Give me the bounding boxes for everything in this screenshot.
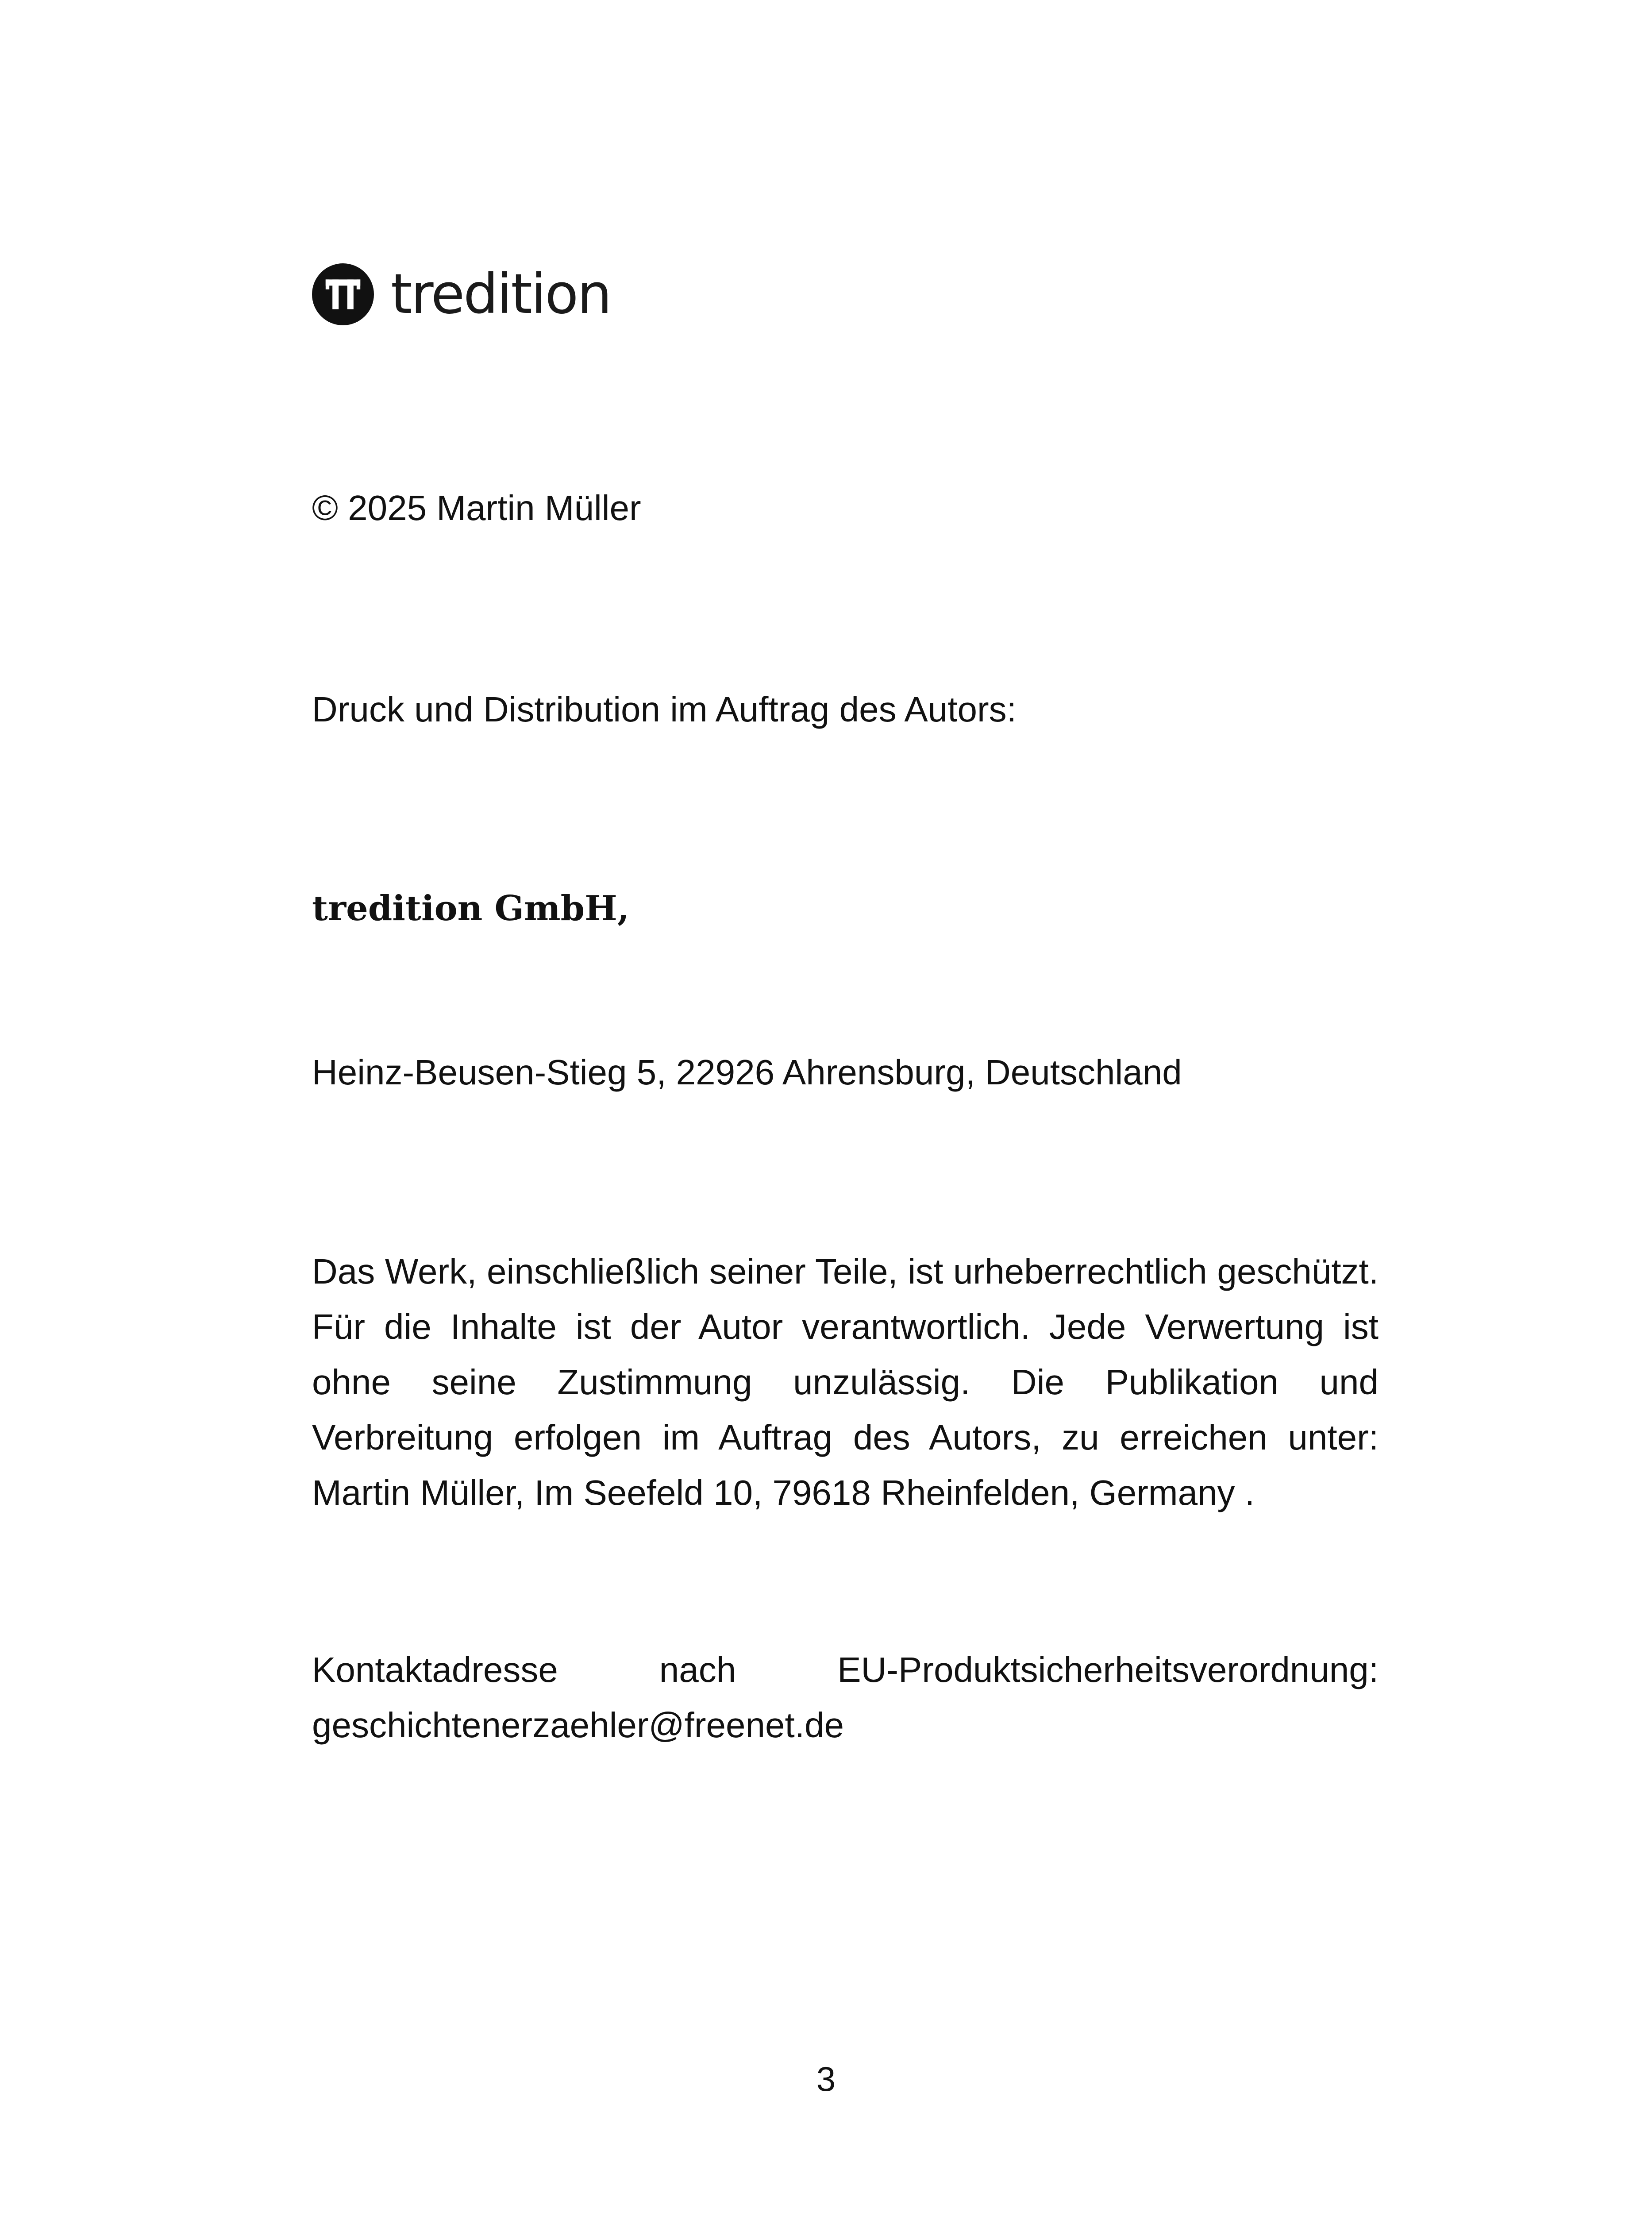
- publisher-name: tredition GmbH,: [312, 888, 630, 929]
- publisher-logo: [312, 261, 611, 328]
- contact-label: Kontaktadresse nach EU-Produktsicherheitsverordnung:: [312, 1650, 1379, 1689]
- contact-email: geschichtenerzaehler@freenet.de: [312, 1705, 844, 1745]
- logo-wordmark: tredition: [391, 262, 611, 326]
- tredition-logo-icon: [312, 263, 374, 325]
- copyright-notice: Das Werk, einschließlich seiner Teile, ist urheberrechtlich geschützt. Für die Inhalte ist der Autor verantwortlich. Jede Verwertung ist ohne seine Zustimmung unzulässig. Die Publikation und Verbreitung erfolgen im Auftrag des Autors, zu erreichen unter: Martin Müller, Im Seefeld 10, 79618 Rheinfelden, Germany .: [312, 1252, 1379, 1512]
- contact-block: [312, 1642, 1379, 1753]
- distribution-line: Druck und Distribution im Auftrag des Autors:: [312, 690, 1017, 729]
- page-number: 3: [816, 2059, 836, 2098]
- copyright-line: © 2025 Martin Müller: [312, 488, 641, 528]
- publisher-address: Heinz-Beusen-Stieg 5, 22926 Ahrensburg, Deutschland: [312, 1053, 1182, 1092]
